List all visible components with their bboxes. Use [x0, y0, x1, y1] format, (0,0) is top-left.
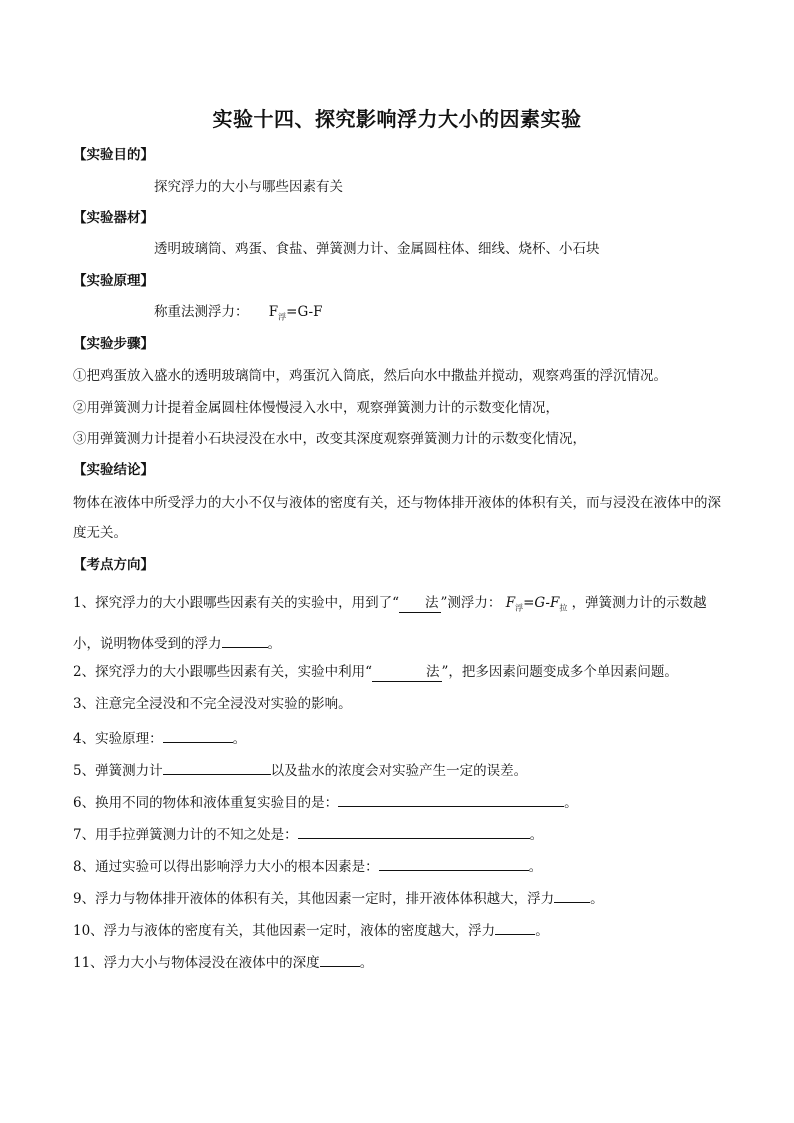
principle-heading: 【实验原理】: [73, 273, 154, 289]
purpose-heading: 【实验目的】: [73, 147, 154, 163]
question-4: 4、实验原理： 。: [73, 728, 246, 748]
q1-blank[interactable]: 法: [399, 594, 441, 613]
principle-rest: =G-F: [286, 304, 323, 320]
question-6: 6、换用不同的物体和液体重复实验目的是： 。: [73, 792, 578, 812]
page-title: 实验十四、探究影响浮力大小的因素实验: [212, 107, 582, 131]
question-1-cont: 小，说明物体受到的浮力 。: [73, 633, 281, 653]
q11-blank[interactable]: [320, 952, 360, 967]
conclusion-text: 物体在液体中所受浮力的大小不仅与液体的密度有关，还与物体排开液体的体积有关，而与浸没在液体中的深度无关。: [73, 495, 721, 541]
question-10: 10、浮力与液体的密度有关，其他因素一定时，液体的密度越大，浮力 。: [73, 920, 549, 940]
exam-heading: 【考点方向】: [73, 557, 154, 573]
q8-blank[interactable]: [379, 856, 529, 871]
conclusion-heading: 【实验结论】: [73, 462, 154, 478]
question-2: 2、探究浮力的大小跟哪些因素有关，实验中利用“ 法 ”，把多因素问题变成多个单因素问题。: [73, 664, 678, 680]
principle-sub: 浮: [278, 312, 287, 322]
principle-text: [154, 303, 322, 327]
question-7: 7、用手拉弹簧测力计的不知之处是： 。: [73, 824, 543, 844]
principle-prefix: 称重法测浮力：: [154, 304, 249, 320]
steps-heading: 【实验步骤】: [73, 336, 154, 352]
q5-blank[interactable]: [163, 760, 271, 775]
equipment-text: 透明玻璃筒、鸡蛋、食盐、弹簧测力计、金属圆柱体、细线、烧杯、小石块: [154, 241, 600, 257]
purpose-text: 探究浮力的大小与哪些因素有关: [154, 179, 343, 195]
question-9: 9、浮力与物体排开液体的体积有关，其他因素一定时，排开液体体积越大，浮力 。: [73, 888, 604, 908]
step-2: ②用弹簧测力计提着金属圆柱体慢慢浸入水中，观察弹簧测力计的示数变化情况，: [73, 400, 559, 416]
question-1: 1、探究浮力的大小跟哪些因素有关的实验中，用到了“ 法 ”测浮力： $F_浮=G-F_拉$ ，弹簧测力计的示数越: [73, 595, 707, 613]
q4-blank[interactable]: [163, 728, 233, 743]
question-3: 3、注意完全浸没和不完全浸没对实验的影响。: [73, 696, 352, 712]
question-11: 11、浮力大小与物体浸没在液体中的深度 。: [73, 952, 373, 972]
q2-blank[interactable]: 法: [372, 663, 442, 682]
equipment-heading: 【实验器材】: [73, 210, 154, 226]
q1-answer-blank[interactable]: [222, 633, 268, 648]
step-1: ①把鸡蛋放入盛水的透明玻璃筒中，鸡蛋沉入筒底，然后向水中撒盐并搅动，观察鸡蛋的浮沉情况。: [73, 368, 667, 384]
q10-blank[interactable]: [495, 920, 535, 935]
q6-blank[interactable]: [338, 792, 564, 807]
question-5: 5、弹簧测力计 以及盐水的浓度会对实验产生一定的误差。: [73, 760, 527, 780]
question-8: 8、通过实验可以得出影响浮力大小的根本因素是： 。: [73, 856, 542, 876]
step-3: ③用弹簧测力计提着小石块浸没在水中，改变其深度观察弹簧测力计的示数变化情况，: [73, 431, 586, 447]
q9-blank[interactable]: [554, 888, 590, 903]
principle-f: F: [268, 304, 279, 320]
q7-blank[interactable]: [298, 824, 530, 839]
